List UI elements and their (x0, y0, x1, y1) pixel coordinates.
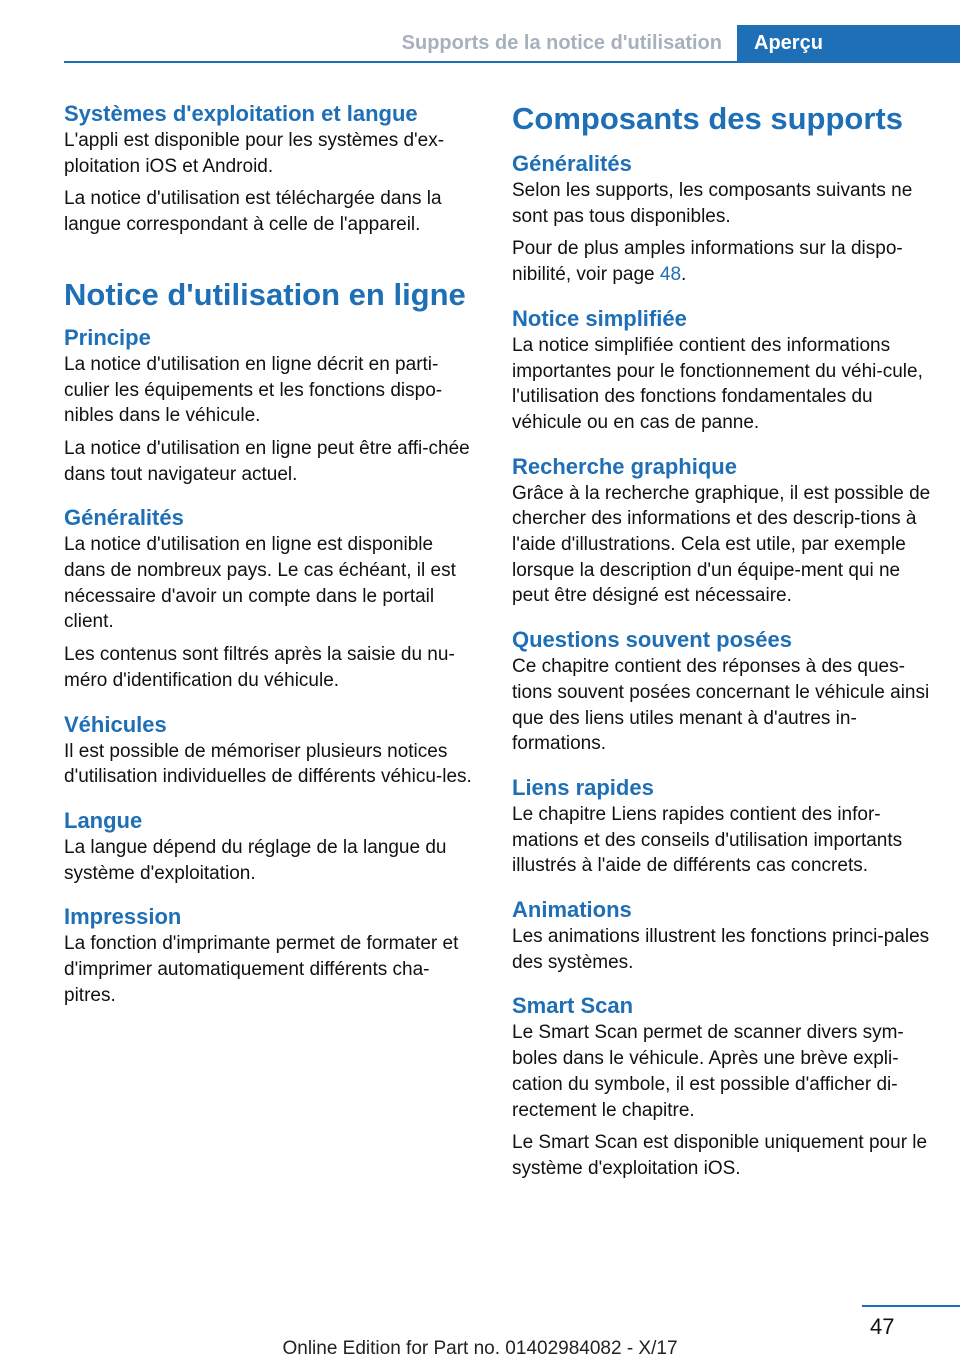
section-quick-links (512, 774, 932, 879)
paragraph: Il est possible de mémoriser plusieurs notices d'utilisation individuelles de différents véhicu-les. (64, 740, 472, 788)
heading-quick-links: Liens rapides (512, 774, 654, 800)
paragraph: Grâce à la recherche graphique, il est possible de chercher des informations et des descrip-tions à l'aide d'illustrations. Cela est utile, par exemple lorsque la description d'un équipe-ment qui ne peut être désigné est nécessaire. (512, 482, 931, 607)
section-vehicules (64, 711, 476, 790)
paragraph: La notice d'utilisation en ligne est disponible dans de nombreux pays. Le cas échéant, il est nécessaire d'avoir un compte dans le portail client. (64, 534, 456, 633)
section-smart-scan (512, 992, 932, 1181)
paragraph: Ce chapitre contient des réponses à des ques-tions souvent posées concernant le véhicule ainsi que des liens utiles menant à d'autres in-formations. (512, 656, 930, 755)
heading-generalites: Généralités (512, 151, 632, 176)
paragraph (512, 236, 932, 287)
paragraph: La fonction d'imprimante permet de formater et d'imprimer automatiquement différents cha-pitres. (64, 933, 459, 1006)
heading-graphic-search: Recherche graphique (512, 453, 737, 479)
section-langue (64, 807, 476, 886)
heading-simplified-manual: Notice simplifiée (512, 305, 687, 331)
section-faq (512, 626, 932, 757)
heading-smart-scan: Smart Scan (512, 993, 634, 1019)
section-os-language (64, 100, 476, 238)
paragraph: Selon les supports, les composants suivants ne sont pas tous disponibles. (512, 180, 913, 227)
paragraph: Le Smart Scan est disponible uniquement pour le système d'exploitation iOS. (512, 1132, 928, 1179)
paragraph: La langue dépend du réglage de la langue du système d'exploitation. (64, 836, 447, 884)
paragraph: Le Smart Scan permet de scanner divers sym-boles dans le véhicule. Après une brève expli-cation du symbole, il est possible d'afficher di-rectement le chapitre. (512, 1022, 904, 1121)
section-generalites-left (64, 504, 476, 693)
header-rule (64, 61, 960, 63)
paragraph: Les animations illustrent les fonctions princi-pales des systèmes. (512, 926, 930, 973)
footer-edition: Online Edition for Part no. 01402984082 - X/17 (282, 1338, 678, 1359)
section-graphic-search (512, 453, 932, 610)
paragraph-text: Pour de plus amples informations sur la dispo-nibilité, voir page (512, 238, 903, 286)
section-impression (64, 903, 476, 1008)
section-generalites-right (512, 150, 932, 288)
section-principe (64, 324, 476, 488)
running-header-section: Supports de la notice d'utilisation (401, 32, 722, 54)
page-number-rule (862, 1305, 960, 1307)
paragraph-text: . (681, 264, 687, 286)
paragraph: L'appli est disponible pour les systèmes d'ex-ploitation iOS et Android. (64, 130, 445, 177)
paragraph: Les contenus sont filtrés après la saisie du nu-méro d'identification du véhicule. (64, 644, 455, 691)
page-link[interactable]: 48 (659, 264, 682, 286)
heading-os-language: Systèmes d'exploitation et langue (64, 101, 418, 126)
paragraph: La notice simplifiée contient des informations importantes pour le fonctionnement du véhi-cule, l'utilisation des fonctions fondamentales du véhicule ou en cas de panne. (512, 334, 923, 433)
heading-generalites: Généralités (64, 505, 184, 531)
heading-impression: Impression (64, 904, 182, 930)
heading-principe: Principe (64, 324, 151, 350)
left-column (64, 100, 476, 1025)
page-number: 47 (870, 1314, 895, 1339)
section-simplified-manual (512, 305, 932, 436)
paragraph: La notice d'utilisation est téléchargée dans la langue correspondant à celle de l'appareil. (64, 188, 442, 236)
heading-online-manual: Notice d'utilisation en ligne (64, 276, 466, 312)
paragraph: La notice d'utilisation en ligne décrit en parti-culier les équipements et les fonctions dispo-nibles dans le véhicule. (64, 353, 443, 427)
heading-langue: Langue (64, 807, 143, 833)
right-column (512, 100, 932, 1199)
heading-components: Composants des supports (512, 101, 903, 136)
heading-animations: Animations (512, 897, 632, 923)
section-animations (512, 896, 932, 975)
heading-vehicules: Véhicules (64, 711, 167, 737)
running-header-tab: Aperçu (737, 25, 960, 61)
heading-faq: Questions souvent posées (512, 627, 792, 653)
paragraph: Le chapitre Liens rapides contient des infor-mations et des conseils d'utilisation importants illustrés à l'aide de différents cas concrets. (512, 803, 903, 877)
paragraph: La notice d'utilisation en ligne peut être affi-chée dans tout navigateur actuel. (64, 437, 470, 485)
